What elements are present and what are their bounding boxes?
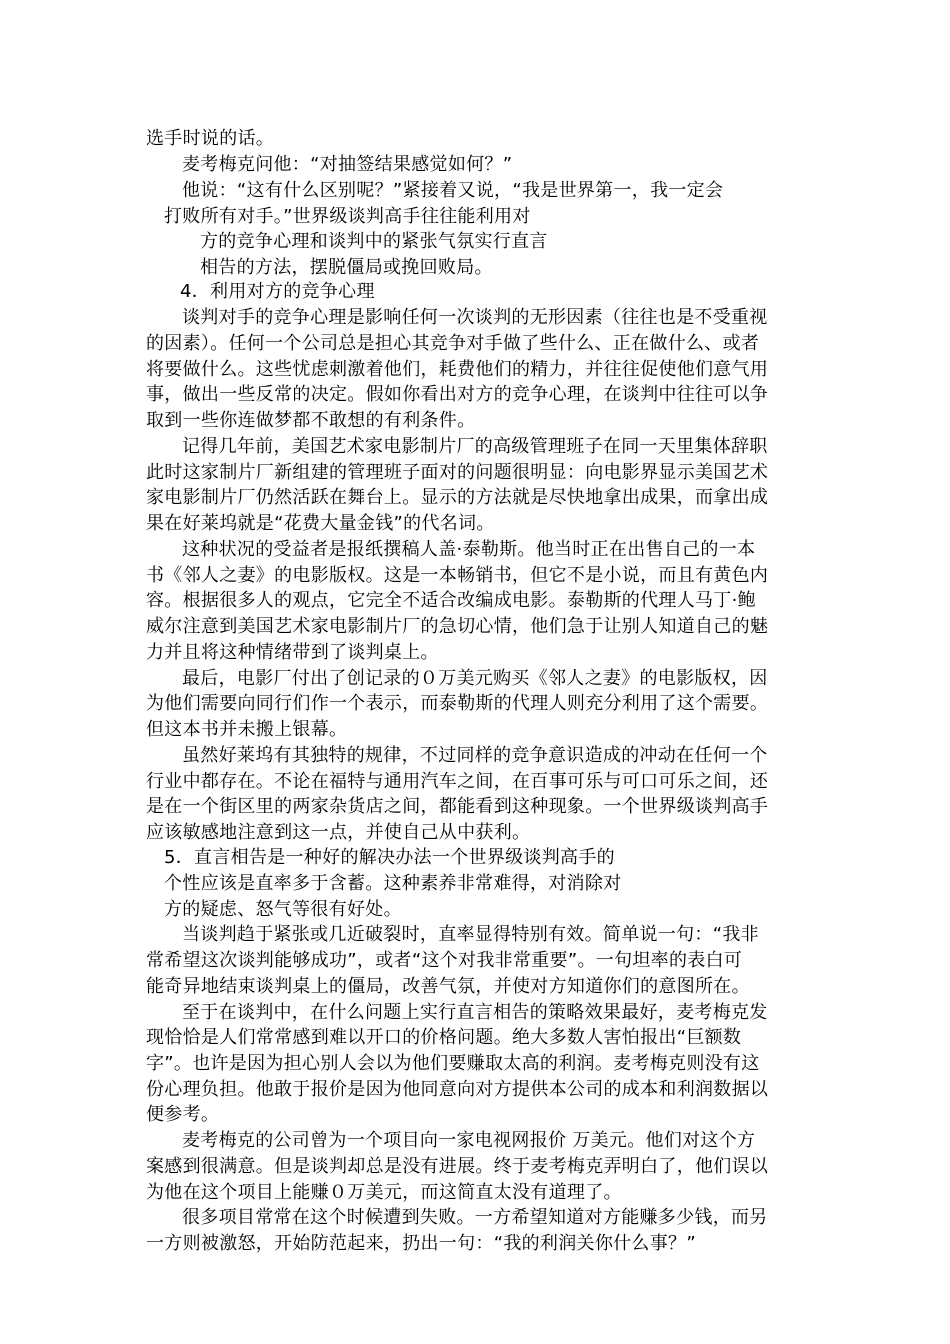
- text-line: 方的疑虑、怒气等很有好处。: [164, 899, 402, 920]
- text-line: 一方则被激怒，开始防范起来，扔出一句：“我的利润关你什么事？”: [146, 1233, 696, 1254]
- text-line: 为他们需要向同行们作一个表示，而泰勒斯的代理人则充分利用了这个需要。: [146, 693, 769, 714]
- text-line: 相告的方法，摆脱僵局或挽回败局。: [200, 257, 493, 278]
- text-line: 力并且将这种情绪带到了谈判桌上。: [146, 642, 439, 663]
- text-line: 最后，电影厂付出了创记录的０万美元购买《邻人之妻》的电影版权，因: [182, 668, 768, 689]
- text-line: 字”。也许是因为担心别人会以为他们要赚取太高的利润。麦考梅克则没有这: [146, 1053, 760, 1074]
- text-line: 的因素）。任何一个公司总是担心其竞争对手做了些什么、正在做什么、或者: [146, 333, 760, 354]
- text-line: 取到一些你连做梦都不敢想的有利条件。: [146, 410, 476, 431]
- text-line: 份心理负担。他敢于报价是因为他同意向对方提供本公司的成本和利润数据以: [146, 1079, 769, 1100]
- text-line: 他说：“这有什么区别呢？”紧接着又说，“我是世界第一，我一定会: [182, 180, 724, 201]
- text-line: 便参考。: [146, 1104, 220, 1125]
- text-line: 但这本书并未搬上银幕。: [146, 719, 348, 740]
- text-line: 此时这家制片厂新组建的管理班子面对的问题很明显：向电影界显示美国艺术: [146, 462, 769, 483]
- text-line: 选手时说的话。: [146, 128, 275, 149]
- text-line: 个性应该是直率多于含蓄。这种素养非常难得，对消除对: [164, 873, 622, 894]
- text-line: 应该敏感地注意到这一点，并使自己从中获利。: [146, 822, 531, 843]
- text-line: 这种状况的受益者是报纸撰稿人盖·泰勒斯。他当时正在出售自己的一本: [182, 539, 756, 560]
- text-line: 能奇异地结束谈判桌上的僵局，改善气氛，并使对方知道你们的意图所在。: [146, 976, 750, 997]
- section-heading: 5．直言相告是一种好的解决办法一个世界级谈判高手的: [164, 847, 615, 868]
- text-line: 方的竞争心理和谈判中的紧张气氛实行直言: [200, 231, 548, 252]
- text-line: 谈判对手的竞争心理是影响任何一次谈判的无形因素（往往也是不受重视: [182, 307, 768, 328]
- text-line: 虽然好莱坞有其独特的规律，不过同样的竞争意识造成的冲动在任何一个: [182, 745, 768, 766]
- text-line: 家电影制片厂仍然活跃在舞台上。显示的方法就是尽快地拿出成果，而拿出成: [146, 487, 769, 508]
- text-line: 麦考梅克问他：“对抽签结果感觉如何？”: [182, 154, 513, 175]
- text-line: 是在一个街区里的两家杂货店之间，都能看到这种现象。一个世界级谈判高手: [146, 796, 769, 817]
- text-line: 为他在这个项目上能赚０万美元，而这简直太没有道理了。: [146, 1182, 622, 1203]
- text-line: 容。根据很多人的观点，它完全不适合改编成电影。泰勒斯的代理人马丁·鲍: [146, 590, 756, 611]
- text-line: 事，做出一些反常的决定。假如你看出对方的竞争心理，在谈判中往往可以争: [146, 384, 769, 405]
- text-line: 行业中都存在。不论在福特与通用汽车之间，在百事可乐与可口可乐之间，还: [146, 771, 769, 792]
- text-line: 很多项目常常在这个时候遭到失败。一方希望知道对方能赚多少钱，而另: [182, 1207, 768, 1228]
- text-line: 果在好莱坞就是“花费大量金钱”的代名词。: [146, 513, 495, 534]
- text-line: 打败所有对手。”世界级谈判高手往往能利用对: [164, 206, 531, 227]
- text-line: 将要做什么。这些忧虑刺激着他们，耗费他们的精力，并往往促使他们意气用: [146, 359, 769, 380]
- text-line: 书《邻人之妻》的电影版权。这是一本畅销书，但它不是小说，而且有黄色内: [146, 565, 769, 586]
- text-line: 麦考梅克的公司曾为一个项目向一家电视网报价 万美元。他们对这个方: [182, 1130, 756, 1151]
- section-heading: 4．利用对方的竞争心理: [180, 281, 375, 302]
- text-line: 当谈判趋于紧张或几近破裂时，直率显得特别有效。简单说一句：“我非: [182, 924, 759, 945]
- text-line: 威尔注意到美国艺术家电影制片厂的急切心情，他们急于让别人知道自己的魅: [146, 616, 769, 637]
- text-line: 记得几年前，美国艺术家电影制片厂的高级管理班子在同一天里集体辞职: [182, 436, 768, 457]
- text-line: 案感到很满意。但是谈判却总是没有进展。终于麦考梅克弄明白了，他们误以: [146, 1156, 769, 1177]
- text-line: 常希望这次谈判能够成功”，或者“这个对我非常重要”。一句坦率的表白可: [146, 950, 743, 971]
- text-line: 现恰恰是人们常常感到难以开口的价格问题。绝大多数人害怕报出“巨额数: [146, 1027, 742, 1048]
- text-line: 至于在谈判中，在什么问题上实行直言相告的策略效果最好，麦考梅克发: [182, 1002, 768, 1023]
